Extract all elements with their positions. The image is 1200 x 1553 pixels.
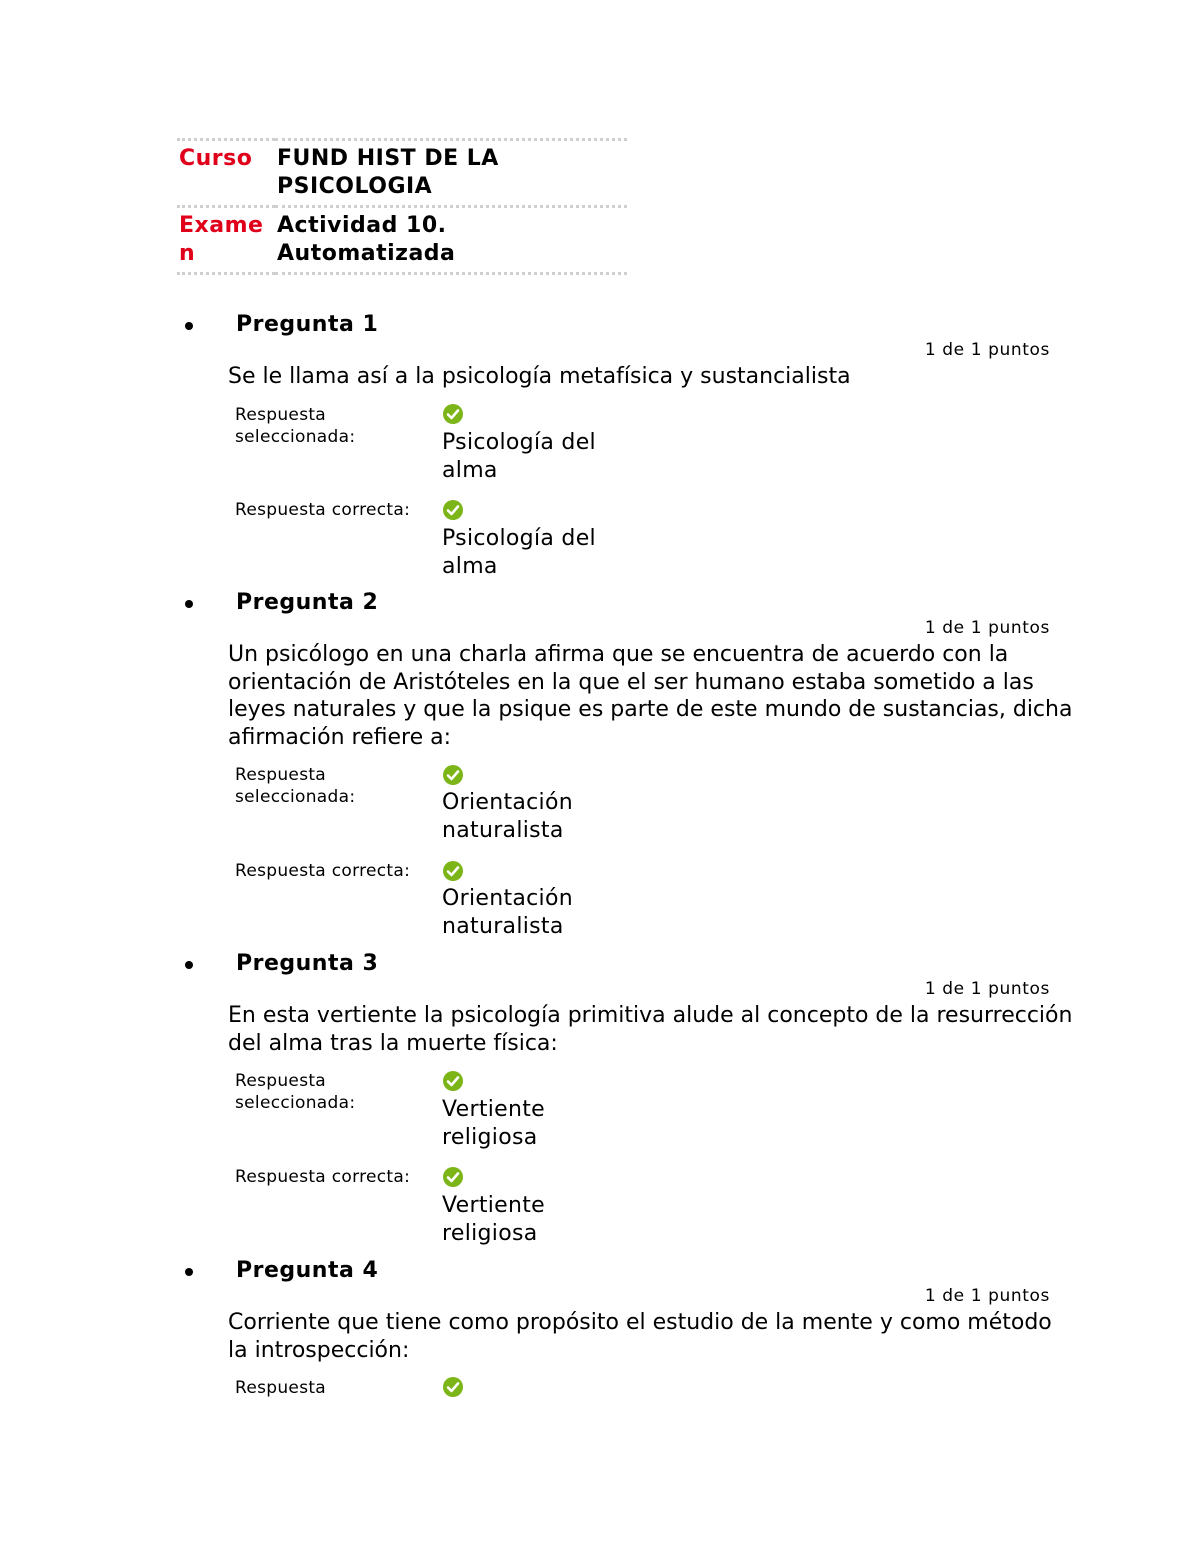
check-icon — [443, 1167, 463, 1187]
check-icon — [443, 1377, 463, 1397]
bullet — [185, 961, 193, 969]
correct-answer-label: Respuesta correcta: — [235, 861, 411, 881]
selected-answer-label: Respuesta seleccionada: — [235, 765, 356, 807]
bullet — [185, 600, 193, 608]
question-title: Pregunta 4 — [236, 1258, 379, 1283]
question-text: En esta vertiente la psicología primitiva alude al concepto de la resurrección del alma tras la muerte física: — [228, 1003, 1073, 1056]
bullet — [185, 1268, 193, 1276]
correct-answer-value: Orientación naturalista — [442, 886, 573, 939]
check-icon — [443, 861, 463, 881]
check-icon — [443, 765, 463, 785]
correct-answer-value: Psicología del alma — [442, 526, 596, 579]
question-title: Pregunta 1 — [236, 312, 379, 337]
exam-name: Actividad 10. Automatizada — [275, 207, 627, 274]
selected-answer-value: Psicología del alma — [442, 430, 596, 483]
selected-answer-value: Orientación naturalista — [442, 790, 573, 843]
question-points: 1 de 1 puntos — [924, 979, 1050, 999]
correct-answer-value: Vertiente religiosa — [442, 1193, 545, 1246]
bullet — [185, 322, 193, 330]
correct-answer-label: Respuesta correcta: — [235, 500, 411, 520]
question-points: 1 de 1 puntos — [924, 340, 1050, 360]
check-icon — [443, 1071, 463, 1091]
selected-answer-label: Respuesta — [235, 1378, 327, 1398]
selected-answer-label: Respuesta seleccionada: — [235, 1071, 356, 1113]
question-title: Pregunta 2 — [236, 590, 379, 615]
selected-answer-value: Vertiente religiosa — [442, 1097, 545, 1150]
course-name: FUND HIST DE LA PSICOLOGIA — [275, 140, 627, 207]
correct-answer-label: Respuesta correcta: — [235, 1167, 411, 1187]
question-text: Se le llama así a la psicología metafísica y sustancialista — [228, 364, 851, 389]
question-text: Corriente que tiene como propósito el estudio de la mente y como método la introspección: — [228, 1310, 1052, 1363]
question-title: Pregunta 3 — [236, 951, 379, 976]
exam-label: Examen — [177, 207, 275, 274]
question-text: Un psicólogo en una charla afirma que se encuentra de acuerdo con la orientación de Aristóteles en la que el ser humano estaba sometido a las leyes naturales y que la psique es parte de este mundo de sustancias, dicha afirmación refiere a: — [228, 642, 1073, 750]
course-info-table — [177, 138, 627, 275]
question-points: 1 de 1 puntos — [924, 618, 1050, 638]
check-icon — [443, 404, 463, 424]
check-icon — [443, 500, 463, 520]
course-label: Curso — [177, 140, 275, 207]
question-points: 1 de 1 puntos — [924, 1286, 1050, 1306]
selected-answer-label: Respuesta seleccionada: — [235, 405, 356, 447]
